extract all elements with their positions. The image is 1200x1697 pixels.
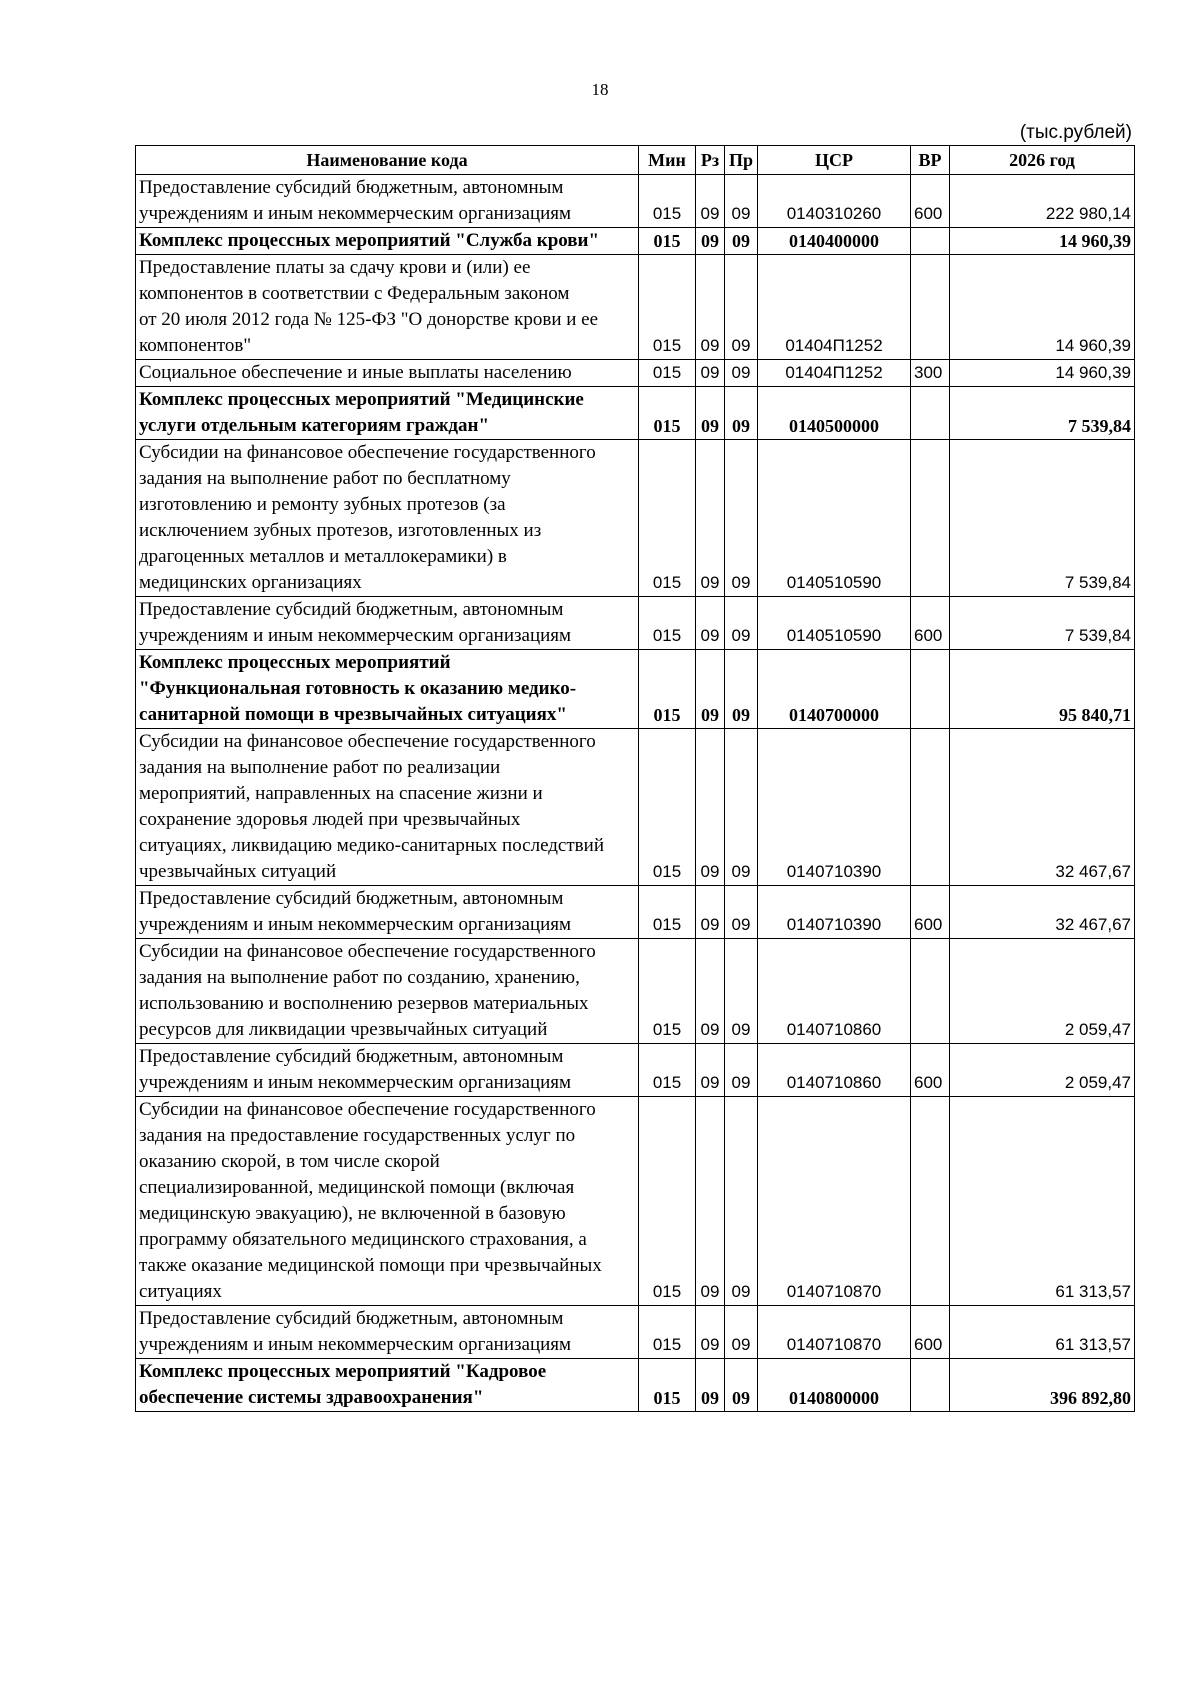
cell-name <box>136 886 639 939</box>
cell-amount: 61 313,57 <box>950 1097 1135 1306</box>
cell-rz: 09 <box>696 1306 725 1359</box>
cell-csr: 0140710870 <box>758 1306 911 1359</box>
cell-pr: 09 <box>725 228 758 255</box>
cell-min: 015 <box>639 1044 696 1097</box>
table-row <box>136 597 1135 650</box>
cell-min: 015 <box>639 597 696 650</box>
cell-min: 015 <box>639 939 696 1044</box>
cell-name <box>136 440 639 597</box>
row-name-text: Предоставление субсидий бюджетным, автономным учреждениям и иным некоммерческим организациям <box>139 1046 572 1093</box>
cell-amount: 2 059,47 <box>950 1044 1135 1097</box>
table-row <box>136 175 1135 228</box>
row-name-text: Комплекс процессных мероприятий "Кадровое обеспечение системы здравоохранения" <box>139 1361 547 1408</box>
cell-csr: 0140400000 <box>758 228 911 255</box>
cell-rz: 09 <box>696 650 725 729</box>
row-name-text: Субсидии на финансовое обеспечение государственного задания на выполнение работ по реализации мероприятий, направленных на спасение жизни и сохранение здоровья людей при чрезвычайных ситуациях, ликвидацию медико-санитарных последствий чрезвычайных ситуаций <box>139 731 604 882</box>
cell-rz: 09 <box>696 255 725 360</box>
cell-min: 015 <box>639 175 696 228</box>
cell-pr: 09 <box>725 886 758 939</box>
cell-csr: 0140800000 <box>758 1359 911 1412</box>
row-name-text: Предоставление платы за сдачу крови и (или) ее компонентов в соответствии с Федеральным законом от 20 июля 2012 года № 125-ФЗ "О донорстве крови и ее компонентов" <box>139 257 599 356</box>
row-name-text: Предоставление субсидий бюджетным, автономным учреждениям и иным некоммерческим организациям <box>139 599 572 646</box>
cell-csr: 0140510590 <box>758 597 911 650</box>
table-row <box>136 360 1135 387</box>
cell-vr: 600 <box>911 886 950 939</box>
cell-pr: 09 <box>725 1044 758 1097</box>
row-name-text: Комплекс процессных мероприятий "Медицинские услуги отдельным категориям граждан" <box>139 389 584 436</box>
cell-csr: 0140310260 <box>758 175 911 228</box>
table-row <box>136 387 1135 440</box>
cell-amount: 61 313,57 <box>950 1306 1135 1359</box>
table-row <box>136 228 1135 255</box>
cell-name <box>136 228 639 255</box>
cell-rz: 09 <box>696 360 725 387</box>
cell-vr <box>911 1097 950 1306</box>
cell-min: 015 <box>639 1359 696 1412</box>
cell-min: 015 <box>639 886 696 939</box>
cell-name <box>136 360 639 387</box>
table-row <box>136 729 1135 886</box>
cell-csr: 0140710390 <box>758 886 911 939</box>
cell-name <box>136 729 639 886</box>
row-name-text: Социальное обеспечение и иные выплаты населению <box>139 362 572 383</box>
cell-name <box>136 650 639 729</box>
cell-pr: 09 <box>725 360 758 387</box>
table-row <box>136 886 1135 939</box>
cell-pr: 09 <box>725 387 758 440</box>
cell-vr <box>911 1359 950 1412</box>
table-header-row <box>136 146 1135 175</box>
cell-amount: 396 892,80 <box>950 1359 1135 1412</box>
cell-vr: 600 <box>911 1044 950 1097</box>
table-row <box>136 440 1135 597</box>
cell-name <box>136 1044 639 1097</box>
row-name-text: Предоставление субсидий бюджетным, автономным учреждениям и иным некоммерческим организациям <box>139 177 572 224</box>
table-row <box>136 939 1135 1044</box>
cell-min: 015 <box>639 1097 696 1306</box>
row-name-text: Предоставление субсидий бюджетным, автономным учреждениям и иным некоммерческим организациям <box>139 888 572 935</box>
table-row <box>136 1097 1135 1306</box>
row-name-text: Предоставление субсидий бюджетным, автономным учреждениям и иным некоммерческим организациям <box>139 1308 572 1355</box>
cell-pr: 09 <box>725 650 758 729</box>
cell-name <box>136 387 639 440</box>
cell-vr: 300 <box>911 360 950 387</box>
row-name-text: Комплекс процессных мероприятий "Функциональная готовность к оказанию медико- санитарной помощи в чрезвычайных ситуациях" <box>139 652 577 725</box>
cell-min: 015 <box>639 1306 696 1359</box>
column-header-pr: Пр <box>725 146 758 175</box>
cell-amount: 7 539,84 <box>950 387 1135 440</box>
cell-pr: 09 <box>725 1359 758 1412</box>
row-name-text: Субсидии на финансовое обеспечение государственного задания на предоставление государственных услуг по оказанию скорой, в том числе скорой специализированной, медицинской помощи (включая медицинскую эвакуацию), не включенной в базовую программу обязательного медицинского страхования, а также оказание медицинской помощи при чрезвычайных ситуациях <box>139 1099 602 1302</box>
cell-name <box>136 597 639 650</box>
cell-csr: 0140510590 <box>758 440 911 597</box>
cell-min: 015 <box>639 228 696 255</box>
cell-min: 015 <box>639 440 696 597</box>
cell-vr: 600 <box>911 597 950 650</box>
column-header-year: 2026 год <box>950 146 1135 175</box>
column-header-rz: Рз <box>696 146 725 175</box>
cell-name <box>136 1306 639 1359</box>
cell-vr <box>911 650 950 729</box>
column-header-name: Наименование кода <box>136 146 639 175</box>
cell-vr <box>911 255 950 360</box>
cell-csr: 01404П1252 <box>758 255 911 360</box>
cell-rz: 09 <box>696 387 725 440</box>
cell-amount: 14 960,39 <box>950 360 1135 387</box>
cell-pr: 09 <box>725 1097 758 1306</box>
cell-csr: 0140700000 <box>758 650 911 729</box>
cell-name <box>136 939 639 1044</box>
cell-min: 015 <box>639 255 696 360</box>
cell-amount: 14 960,39 <box>950 228 1135 255</box>
cell-pr: 09 <box>725 729 758 886</box>
cell-vr <box>911 939 950 1044</box>
cell-vr <box>911 228 950 255</box>
table-row <box>136 255 1135 360</box>
table-row <box>136 1359 1135 1412</box>
cell-rz: 09 <box>696 939 725 1044</box>
cell-name <box>136 1359 639 1412</box>
cell-amount: 7 539,84 <box>950 440 1135 597</box>
cell-rz: 09 <box>696 228 725 255</box>
cell-min: 015 <box>639 650 696 729</box>
row-name-text: Комплекс процессных мероприятий "Служба крови" <box>139 230 600 251</box>
cell-vr <box>911 729 950 886</box>
cell-csr: 0140500000 <box>758 387 911 440</box>
table-row <box>136 1044 1135 1097</box>
column-header-min: Мин <box>639 146 696 175</box>
table-row <box>136 650 1135 729</box>
page-number: 18 <box>591 80 609 99</box>
cell-rz: 09 <box>696 440 725 597</box>
cell-min: 015 <box>639 729 696 886</box>
cell-amount: 95 840,71 <box>950 650 1135 729</box>
cell-rz: 09 <box>696 597 725 650</box>
cell-pr: 09 <box>725 440 758 597</box>
cell-min: 015 <box>639 360 696 387</box>
cell-csr: 0140710860 <box>758 939 911 1044</box>
cell-rz: 09 <box>696 1044 725 1097</box>
cell-vr: 600 <box>911 1306 950 1359</box>
cell-csr: 01404П1252 <box>758 360 911 387</box>
cell-csr: 0140710870 <box>758 1097 911 1306</box>
cell-csr: 0140710860 <box>758 1044 911 1097</box>
cell-pr: 09 <box>725 1306 758 1359</box>
cell-pr: 09 <box>725 597 758 650</box>
cell-rz: 09 <box>696 175 725 228</box>
cell-pr: 09 <box>725 939 758 1044</box>
cell-amount: 14 960,39 <box>950 255 1135 360</box>
cell-amount: 32 467,67 <box>950 729 1135 886</box>
cell-vr: 600 <box>911 175 950 228</box>
cell-vr <box>911 387 950 440</box>
cell-amount: 32 467,67 <box>950 886 1135 939</box>
cell-rz: 09 <box>696 729 725 886</box>
cell-csr: 0140710390 <box>758 729 911 886</box>
budget-table <box>135 145 1135 1412</box>
cell-rz: 09 <box>696 886 725 939</box>
cell-min: 015 <box>639 387 696 440</box>
cell-pr: 09 <box>725 255 758 360</box>
cell-pr: 09 <box>725 175 758 228</box>
column-header-csr: ЦСР <box>758 146 911 175</box>
cell-rz: 09 <box>696 1097 725 1306</box>
row-name-text: Субсидии на финансовое обеспечение государственного задания на выполнение работ по созданию, хранению, использованию и восполнению резервов материальных ресурсов для ликвидации чрезвычайных ситуаций <box>139 941 596 1040</box>
cell-rz: 09 <box>696 1359 725 1412</box>
cell-amount: 222 980,14 <box>950 175 1135 228</box>
cell-amount: 2 059,47 <box>950 939 1135 1044</box>
cell-name <box>136 255 639 360</box>
cell-name <box>136 175 639 228</box>
cell-vr <box>911 440 950 597</box>
table-row <box>136 1306 1135 1359</box>
cell-name <box>136 1097 639 1306</box>
cell-amount: 7 539,84 <box>950 597 1135 650</box>
column-header-vr: ВР <box>911 146 950 175</box>
row-name-text: Субсидии на финансовое обеспечение государственного задания на выполнение работ по бесплатному изготовлению и ремонту зубных протезов (за исключением зубных протезов, изготовленных из драгоценных металлов и металлокерамики) в медицинских организациях <box>139 442 596 593</box>
units-label: (тыс.рублей) <box>1019 122 1132 143</box>
